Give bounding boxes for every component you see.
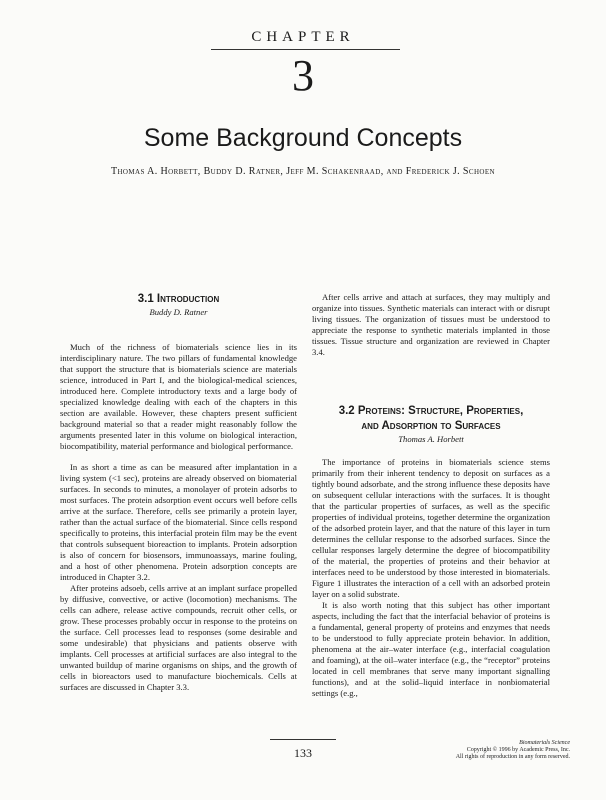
page-number: 133: [294, 746, 312, 760]
section-3-2-heading-line1: 3.2 Proteins: Structure, Properties,: [338, 405, 524, 417]
paragraph: It is also worth noting that this subject has other important aspects, including the fact that the interfacial behavior of proteins is a fundamental, general property of proteins and enzymes that needs to be understood to fully appreciate protein behavior. In addition, phenomena at the air–water interface (e.g., interfacial coagulation and foaming), at the oil–water interface (e.g., the “receptor” proteins located in cell membranes that serve many important signalling functions), and at the solid–liquid interface in nonbiomaterial settings (e.g.,: [312, 600, 550, 698]
footer-rule: [270, 739, 336, 740]
copyright-line: Copyright © 1996 by Academic Press, Inc.: [466, 747, 570, 753]
section-3-1-heading: 3.1 Introduction: [137, 293, 220, 305]
paragraph: After cells arrive and attach at surfaces, they may multiply and organize into tissues. Synthetic materials can interact with or disrupt living tissues. The organization of tissues must be understood to appreciate the response to synthetic materials implanted in those tissues. Tissue structure and organization are reviewed in Chapter 3.4.: [312, 292, 550, 357]
chapter-label: CHAPTER: [251, 29, 355, 45]
section-3-2-author: Thomas A. Horbett: [398, 434, 464, 444]
chapter-rule: [211, 49, 400, 50]
section-3-1-author: Buddy D. Ratner: [149, 307, 208, 317]
chapter-title: Some Background Concepts: [143, 124, 463, 152]
section-3-2-heading-line2: and Adsorption to Surfaces: [361, 420, 501, 432]
chapter-number: 3: [292, 51, 314, 100]
right-column: [312, 292, 550, 699]
rights-line: All rights of reproduction in any form reserved.: [455, 754, 570, 760]
paragraph: Much of the richness of biomaterials science lies in its interdisciplinary nature. The two pillars of fundamental knowledge that support the structure that is biomaterials science are materials science, introduced in Part I, and the biological-medical sciences, introduced here. Complete introductory texts and a large body of specialized knowledge dealing with each of the chapters in this section are available. However, these chapters present sufficient background material so that a reader might reasonably follow the arguments presented later in this volume on biological interaction, biocompatibility, material performance and biological performance.: [60, 342, 297, 451]
copyright-notice: [456, 740, 570, 761]
chapter-authors: Thomas A. Horbett, Buddy D. Ratner, Jeff M. Schakenraad, and Frederick J. Schoen: [110, 166, 496, 177]
paragraph: The importance of proteins in biomaterials science stems primarily from their inherent tendency to deposit on surfaces as a tightly bound adsorbate, and the strong influence these deposits have on subsequent cellular interactions with the surfaces. It is thought that the particular properties of surfaces, as well as the specific properties of individual proteins, together determine the organization of the adsorbed protein layer, and that the nature of this layer in turn determines the cellular response to the adsorbed surfaces. Since the cellular responses largely determine the degree of biocompatibility of the material, the properties of proteins and their behavior at interfaces need to be understood by those interested in biomaterials. Figure 1 illustrates the interaction of a cell with an adsorbed protein layer on a solid substrate.: [312, 457, 550, 599]
book-title: Biomaterials Science: [519, 740, 570, 746]
left-column: [60, 292, 297, 693]
chapter-header: [0, 28, 606, 48]
paragraph: After proteins adsoeb, cells arrive at an implant surface propelled by diffusive, convective, or active (locomotion) mechanisms. The cells can adhere, release active compounds, recruit other cells, or grow. These processes probably occur in response to the proteins on the surface. Cell processes lead to responses (some desirable and some undesirable) that physicians and patients observe with implants. Cell processes at artificial surfaces are also integral to the unwanted buildup of marine organisms on ships, and the growth of cells in bioreactors used to manufacture biochemicals. Cells at surfaces are discussed in Chapter 3.3.: [60, 583, 297, 692]
paragraph: In as short a time as can be measured after implantation in a living system (<1 sec), proteins are already observed on biomaterial surfaces. In seconds to minutes, a monolayer of protein adsorbs to most surfaces. The protein adsorption event occurs well before cells arrive at the surface. Therefore, cells see primarily a protein layer, rather than the actual surface of the biomaterial. Since cells respond specifically to proteins, this interfacial protein film may be the event that controls subsequent bioreaction to implants. Protein adsorption is also of concern for biosensors, immunoassays, marine fouling, and a host of other phenomena. Protein adsorption concepts are introduced in Chapter 3.2.: [60, 462, 297, 582]
